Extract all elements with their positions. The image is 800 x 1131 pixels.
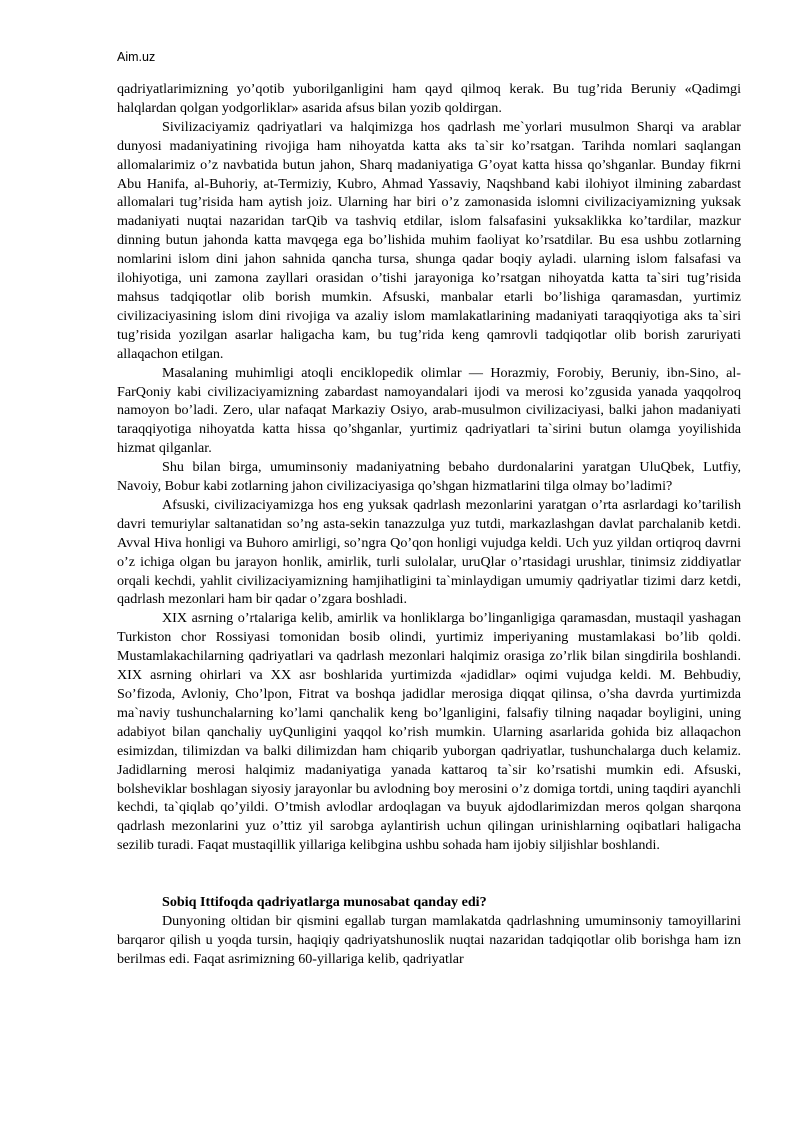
paragraph: XIX asrning o’rtalariga kelib, amirlik va honliklarga bo’linganligiga qaramasdan, mustaqil yashagan Turkiston chor Rossiyasi tomonidan bosib olindi, yurtimiz imperiyaning mustamlakasi bo’lib qoldi. Mustamlakachilarning qadriyatlari va qadrlash mezonlari halqimiz orasiga zo’rlik bilan singdirila boshlandi. XIX asrning ohirlari va XX asr boshlarida yurtimizda «jadidlar» oqimi vujudga keldi. M. Behbudiy, So’fizoda, Avloniy, Cho’lpon, Fitrat va boshqa jadidlar merosiga diqqat qilinsa, o’sha davrda yurtimizda ma`naviy tushunchalarning ko’lami qanchalik keng bo’lganligini, falsafiy tilning naqadar boyligini, uning adabiyot bilan qanchaliy uyQunligini yaqqol ko’rish mumkin. Ularning asarlarida gohida biz allaqachon esimizdan, tilimizdan va balki dilimizdan ham chiqarib yuborgan qadriyatlar, tushunchalarga duch kelamiz. Jadidlarning merosi halqimiz madaniyatiga yanada kattaroq ta`sir ko’rsatishi mumkin edi. Afsuski, bolsheviklar boshlagan siyosiy jarayonlar bu avlodning boy merosini o’z domiga tortdi, uning taqdiri ayanchli kechdi, ta`qiqlab qo’yildi. O’tmish avlodlar ardoqlagan va buyuk ajdodlarimizdan meros qolgan sharqona qadrlash mezonlarini yuz o’ttiz yil sarobga aylantirish uchun qilingan urinishlarning oqibatlari haligacha sezilib turadi. Faqat mustaqillik yillariga kelibgina ushbu sohada ham ijobiy siljishlar boshlandi. <box>117 610 741 854</box>
paragraph: Sivilizaciyamiz qadriyatlari va halqimizga hos qadrlash me`yorlari musulmon Sharqi va arablar dunyosi madaniyatining rivojiga ham nihoyatda katta aks ta`sir ko’rsatgan. Tarihda nomlari saqlangan allomalarimiz o’z navbatida butun jahon, Sharq madaniyatiga G’oyat katta hissa qo’shganlar. Bunday fikrni Abu Hanifa, al-Buhoriy, at-Termiziy, Kubro, Ahmad Yassaviy, Naqshband kabi ilohiyot ilmining zabardast allomalari tug’risida ham aytish joiz. Ularning har biri o’z zamonasida islomni civilizaciyamizning yuksak madaniyati nuqtai nazaridan tarQib va tashviq etdilar, islom falsafasini yuksaklikka ko’tardilar, mazkur dinning butun jahonda katta mavqega ega bo’lishida muhim faoliyat ko’rsatdilar. Bu esa ushbu zotlarning nomlarini islom dini jahon sahnida qancha tursa, shunga qadar boqiy ayladi. ularning islom falsafasi va ilohiyotiga, uni zamona zayllari orasidan o’tishi jarayoniga ko’rsatgan nihoyatda katta ta`siri tug’risida mahsus tadqiqotlar olib borish mumkin. Afsuski, manbalar etarli bo’lishiga qaramasdan, yurtimiz civilizaciyasining islom dini rivojiga va azaliy islom mamlakatlarining madaniyati taraqqiyotiga aks ta`siri tug’risida yozilgan asarlar haligacha kam, bu tug’rida keng qamrovli tadqiqotlar olib borish zaruriyati allaqachon etilgan. <box>117 118 741 362</box>
paragraph: Dunyoning oltidan bir qismini egallab turgan mamlakatda qadrlashning umuminsoniy tamoyillarini barqaror qilish u yoqda tursin, haqiqiy qadriyatshunoslik nuqtai nazaridan tadqiqotlar olib borishga ham izn berilmas edi. Faqat asrimizning 60-yillariga kelib, qadriyatlar <box>117 913 741 967</box>
section-spacer <box>117 855 741 893</box>
paragraph: Shu bilan birga, umuminsoniy madaniyatning bebaho durdonalarini yaratgan UluQbek, Lutfiy, Navoiy, Bobur kabi zotlarning jahon civilizaciyasiga qo’shgan hizmatlarini tilga olmay bo’ladimi? <box>117 459 741 495</box>
paragraph: Afsuski, civilizaciyamizga hos eng yuksak qadrlash mezonlarini yaratgan o’rta asrlardagi ko’tarilish davri temuriylar saltanatidan so’ng asta-sekin tanazzulga yuz tutdi, markazlashgan davlat parchalanib ketdi. Avval Hiva honligi va Buhoro amirligi, so’ngra Qo’qon honligi vujudga keldi. Uch yuz yildan ortiqroq davrni o’z ichiga olgan bu jarayon honlik, amirlik, turli sulolalar, uruQlar o’rtasidagi urushlar, tinimsiz ziddiyatlar orqali kechdi, yahlit civilizaciyamizning hamjihatligini ta`minlaydigan umumiy qadriyatlar tizimi darz ketdi, qadrlash mezonlari ham bir qadar o’zgara boshladi. <box>117 496 741 608</box>
section-heading: Sobiq Ittifoqda qadriyatlarga munosabat qanday edi? <box>162 894 487 911</box>
document-body <box>117 80 741 969</box>
paragraph: Masalaning muhimligi atoqli enciklopedik olimlar — Horazmiy, Forobiy, Beruniy, ibn-Sino, al-FarQoniy kabi civilizaciyamizning zabardast namoyandalari ijodi va merosi ko’zgusida yanada yaqqolroq namoyon bo’ladi. Zero, ular nafaqat Markaziy Osiyo, arab-musulmon civilizaciyasi, balki jahon madaniyati taraqqiyotiga nihoyatda katta hissa qo’shganlar, yurtimiz qadriyatlari ta`sirini butun olamga yoyilishida hizmat qilganlar. <box>117 364 741 457</box>
paragraph: qadriyatlarimizning yo’qotib yuborilganligini ham qayd qilmoq kerak. Bu tug’rida Beruniy «Qadimgi halqlardan qolgan yodgorliklar» asarida afsus bilan yozib qoldirgan. <box>117 81 741 116</box>
site-label: Aim.uz <box>117 50 156 64</box>
